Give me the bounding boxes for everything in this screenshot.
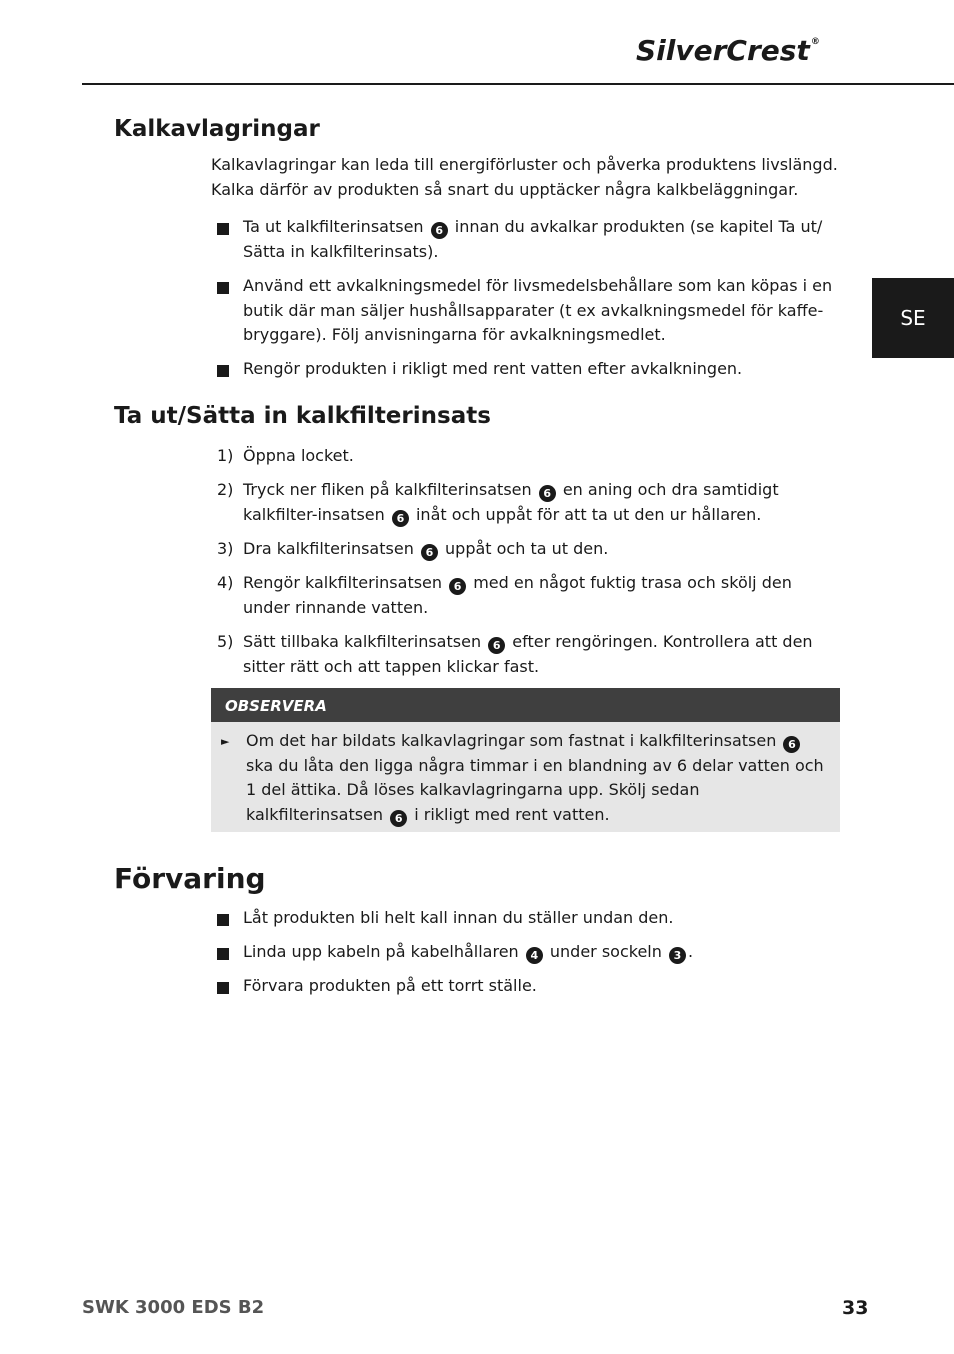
section-title-filter: Ta ut/Sätta in kalkfilterinsats xyxy=(114,403,491,429)
part-number-badge: 3 xyxy=(669,947,686,964)
bullet-square xyxy=(217,914,229,926)
footer-model: SWK 3000 EDS B2 xyxy=(82,1297,265,1318)
part-number-badge: 6 xyxy=(431,222,448,239)
step-item xyxy=(211,478,841,527)
item-text: under sockeln xyxy=(549,942,662,961)
step-text: Öppna locket. xyxy=(243,446,354,465)
list-item xyxy=(211,974,841,999)
brand-logo xyxy=(636,34,820,67)
list-item xyxy=(211,215,841,264)
step-item xyxy=(211,444,841,469)
step-item xyxy=(211,571,841,620)
item-text: Låt produkten bli helt kall innan du ställer undan den. xyxy=(243,908,674,927)
step-item xyxy=(211,537,841,562)
brand-logo-text: SilverCrest xyxy=(636,34,810,67)
header-rule xyxy=(82,83,954,85)
list-item xyxy=(211,357,841,382)
item-text: Ta ut kalkfilterinsatsen xyxy=(243,217,424,236)
step-text: med en något fuktig trasa och skölj den under rinnande vatten. xyxy=(243,573,792,617)
bullet-square xyxy=(217,948,229,960)
note-title: OBSERVERA xyxy=(211,688,840,722)
part-number-badge: 6 xyxy=(449,578,466,595)
part-number-badge: 6 xyxy=(539,485,556,502)
step-text: Rengör kalkfilterinsatsen xyxy=(243,573,443,592)
part-number-badge: 6 xyxy=(783,736,800,753)
step-text: Dra kalkfilterinsatsen xyxy=(243,539,414,558)
note-text: Om det har bildats kalkavlagringar som fastnat i kalkfilterinsatsen xyxy=(246,731,777,750)
item-text: . xyxy=(687,942,694,961)
language-tab: SE xyxy=(872,278,954,358)
item-text: Förvara produkten på ett torrt ställe. xyxy=(243,976,537,995)
part-number-badge: 6 xyxy=(390,810,407,827)
page-number: 33 xyxy=(842,1297,869,1319)
bullet-square xyxy=(217,223,229,235)
intro-line-1: Kalkavlagringar kan leda till energiförluster och påverka produktens livslängd. xyxy=(211,155,838,174)
step-number: 5) xyxy=(217,632,234,651)
step-number: 2) xyxy=(217,480,234,499)
note-body xyxy=(211,722,840,827)
note-box xyxy=(211,688,840,832)
part-number-badge: 4 xyxy=(526,947,543,964)
step-text: en aning och dra samtidigt kalkfilter-insatsen xyxy=(243,480,779,524)
part-number-badge: 6 xyxy=(488,637,505,654)
list-item xyxy=(211,274,841,348)
step-text: inåt och uppåt för att ta ut den ur hållaren. xyxy=(415,504,762,524)
section-intro xyxy=(211,153,841,202)
list-item xyxy=(211,906,841,931)
step-number: 1) xyxy=(217,446,234,465)
step-number: 3) xyxy=(217,539,234,558)
section-title-kalkavlagringar: Kalkavlagringar xyxy=(114,116,320,142)
step-number: 4) xyxy=(217,573,234,592)
bullet-square xyxy=(217,282,229,294)
step-text: Sätt tillbaka kalkfilterinsatsen xyxy=(243,632,482,651)
item-text: Rengör produkten i rikligt med rent vatten efter avkalkningen. xyxy=(243,359,743,378)
intro-line-2: Kalka därför av produkten så snart du upptäcker några kalkbeläggningar. xyxy=(211,179,799,199)
bullet-square xyxy=(217,982,229,994)
note-text: ska du låta den ligga några timmar i en blandning av 6 delar vatten och 1 del ättika. Då löses kalkavlagringarna upp. Skölj sedan kalkfilterinsatsen xyxy=(246,755,824,824)
item-text: Använd ett avkalkningsmedel för livsmedelsbehållare som kan köpas i en butik där man säljer hushållsapparater (t ex avkalkningsmedel för kaffebryggare). Följ anvisningarna för avkalkningsmedlet. xyxy=(243,276,833,344)
part-number-badge: 6 xyxy=(392,510,409,527)
list-item xyxy=(211,940,841,965)
registered-mark: ® xyxy=(810,37,820,47)
step-text: efter rengöringen. Kontrollera att den sitter rätt och att tappen klickar fast. xyxy=(243,632,813,676)
arrow-right-icon: ► xyxy=(221,735,230,748)
item-text: innan du avkalkar produkten (se kapitel Ta ut/ Sätta in kalkfilterinsats). xyxy=(243,217,823,261)
note-text: i rikligt med rent vatten. xyxy=(414,804,610,824)
section-title-forvaring: Förvaring xyxy=(114,862,266,895)
part-number-badge: 6 xyxy=(421,544,438,561)
step-text: uppåt och ta ut den. xyxy=(445,539,609,558)
bullet-square xyxy=(217,365,229,377)
step-text: Tryck ner fliken på kalkfilterinsatsen xyxy=(243,480,532,499)
item-text: Linda upp kabeln på kabelhållaren xyxy=(243,942,519,961)
step-item xyxy=(211,630,841,679)
